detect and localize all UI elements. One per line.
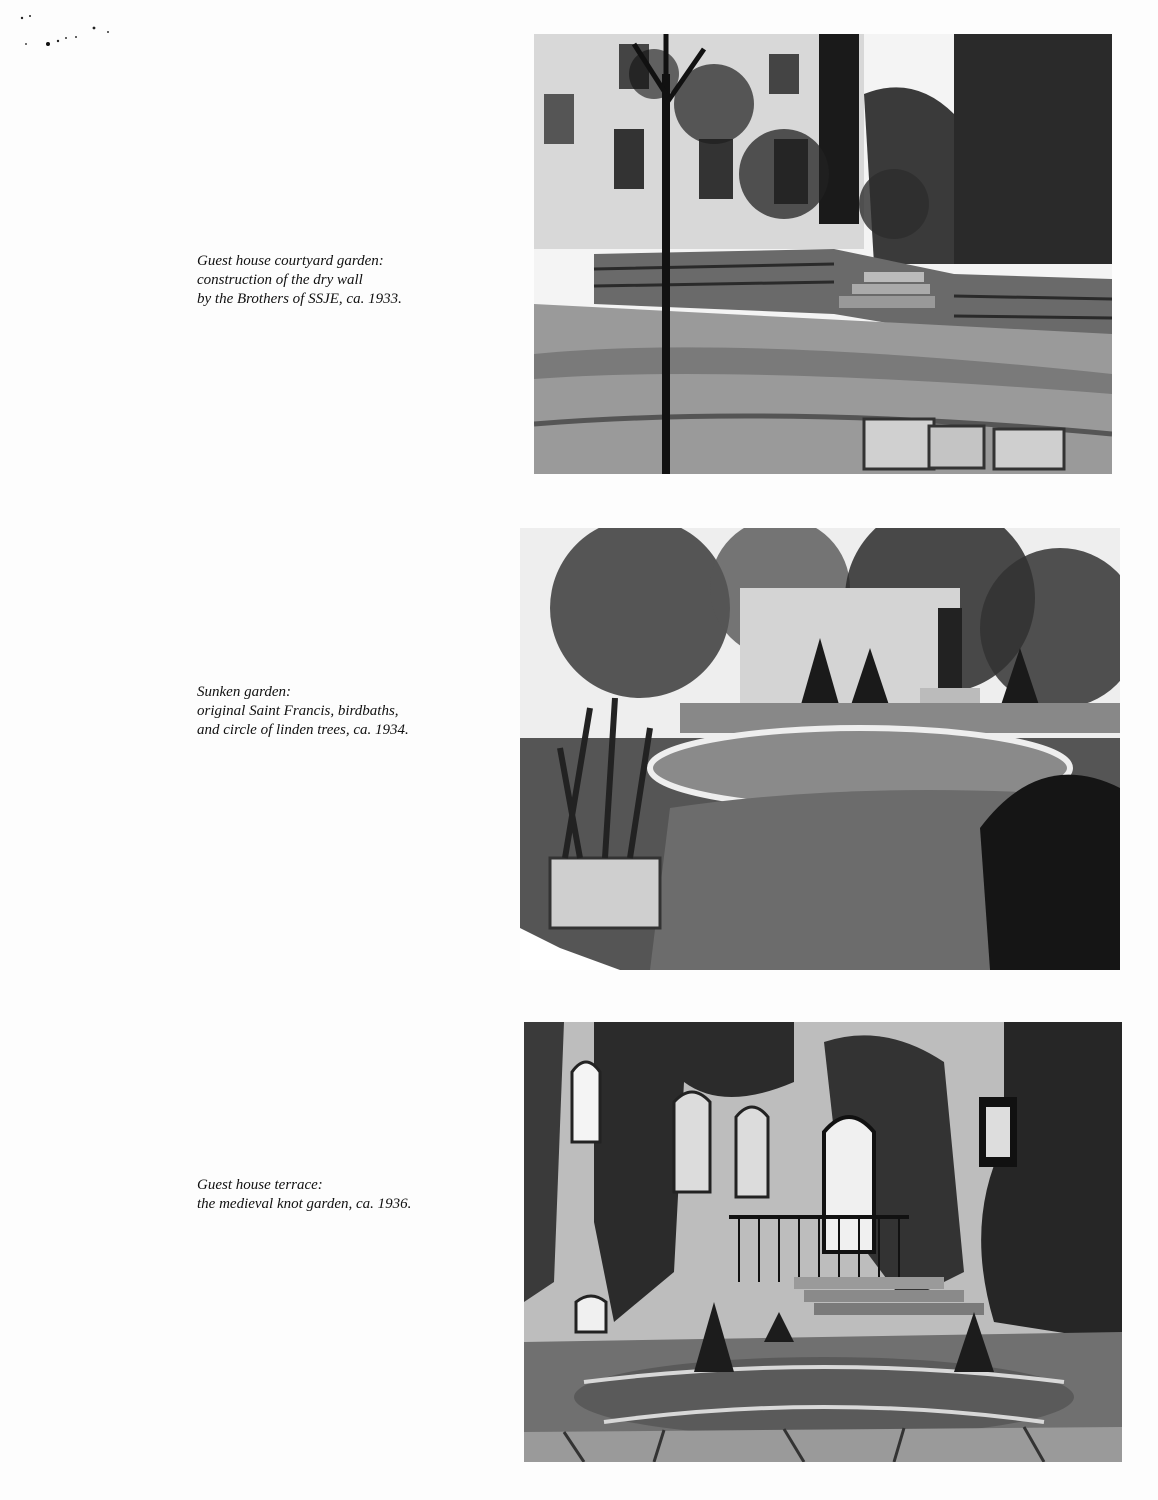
caption-line: and circle of linden trees, ca. 1934. bbox=[197, 722, 409, 738]
caption-line: construction of the dry wall bbox=[197, 272, 363, 288]
caption-line: Guest house terrace: bbox=[197, 1177, 323, 1193]
photo-courtyard-garden bbox=[534, 34, 1112, 474]
caption-line: Sunken garden: bbox=[197, 684, 291, 700]
caption-sunken-garden bbox=[197, 683, 497, 740]
scan-specks bbox=[14, 8, 124, 48]
caption-line: original Saint Francis, birdbaths, bbox=[197, 703, 399, 719]
caption-courtyard-garden bbox=[197, 252, 497, 309]
caption-line: by the Brothers of SSJE, ca. 1933. bbox=[197, 291, 402, 307]
photo-guest-house-terrace bbox=[524, 1022, 1122, 1462]
photo-sunken-garden bbox=[520, 528, 1120, 970]
caption-line: Guest house courtyard garden: bbox=[197, 253, 384, 269]
caption-guest-house-terrace bbox=[197, 1176, 497, 1214]
caption-line: the medieval knot garden, ca. 1936. bbox=[197, 1196, 412, 1212]
